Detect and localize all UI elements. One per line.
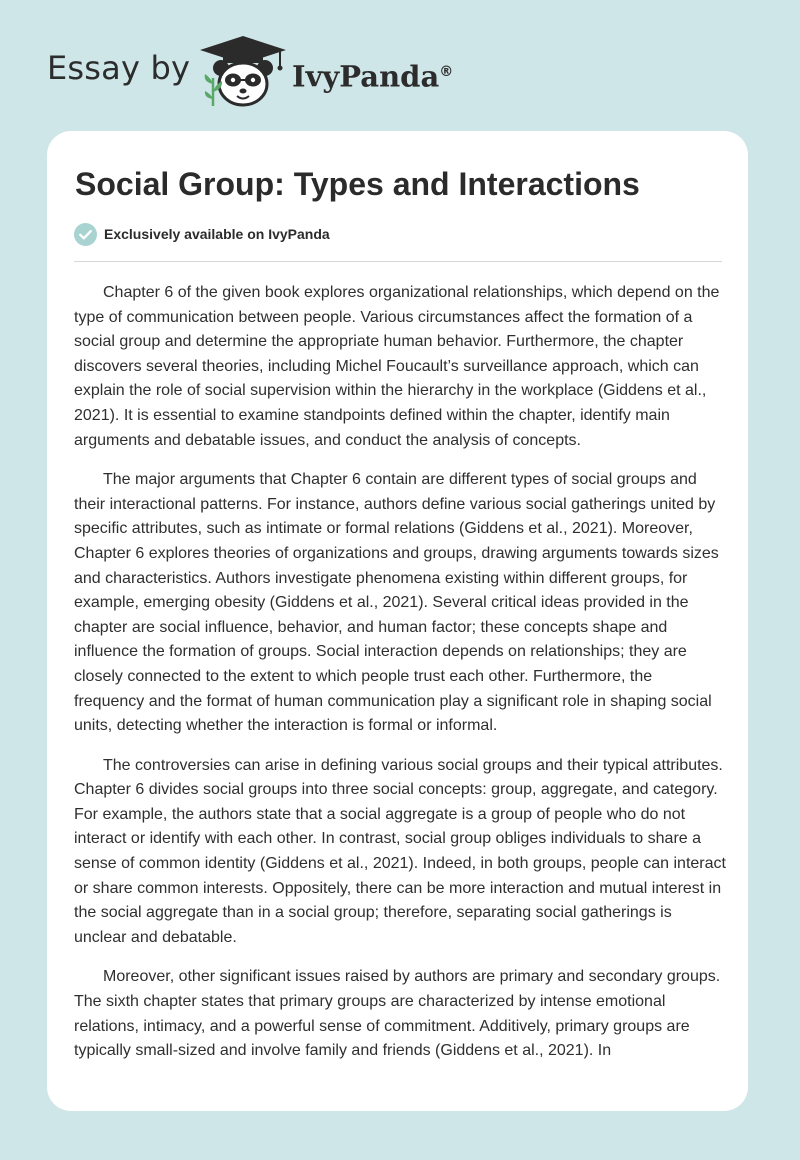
page-title: Social Group: Types and Interactions bbox=[75, 166, 640, 202]
site-header bbox=[0, 0, 800, 120]
brand-name[interactable] bbox=[292, 54, 453, 95]
panda-graduate-icon[interactable] bbox=[196, 34, 290, 110]
paragraph: Chapter 6 of the given book explores organizational relationships, which depend on the type of communication between people. Various circumstances affect the formation of a social group and determine the appropriate human behavior. Furthermore, the chapter discovers several theories, including Michel Foucault’s surveillance approach, which can explain the role of social supervision within the hierarchy in the workplace (Giddens et al., 2021). It is essential to examine standpoints defined within the chapter, identify main arguments and debatable issues, and conduct the analysis of concepts. bbox=[74, 284, 720, 449]
paragraph: Moreover, other significant issues raised by authors are primary and secondary groups. The sixth chapter states that primary groups are characterized by intense emotional relations, intimacy, and a powerful sense of commitment. Additively, primary groups are typically small-sized and involve family and friends (Giddens et al., 2021). In bbox=[74, 968, 721, 1060]
essay-card bbox=[47, 131, 748, 1111]
paragraph: The major arguments that Chapter 6 contain are different types of social groups and their interactional patterns. For instance, authors define various social gatherings united by specific attributes, such as intimate or formal relations (Giddens et al., 2021). Moreover, Chapter 6 explores theories of organizations and groups, drawing arguments towards sizes and characteristics. Authors investigate phenomena existing within different groups, for example, emerging obesity (Giddens et al., 2021). Several critical ideas provided in the chapter are social influence, behavior, and human factor; these concepts shape and influence the formation of groups. Social interaction depends on relationships; they are closely connected to the extent to which people trust each other. Furthermore, the frequency and the format of human communication play a significant role in shaping social units, detecting whether the interaction is formal or informal. bbox=[74, 471, 719, 735]
divider bbox=[74, 261, 722, 262]
brand-text: IvyPanda bbox=[292, 59, 440, 94]
essay-by-label: Essay by bbox=[47, 49, 191, 87]
paragraph: The controversies can arise in defining various social groups and their typical attributes. Chapter 6 divides social groups into three social concepts: group, aggregate, and category. For example, the authors state that a social aggregate is a group of people who do not interact or identify with each other. In contrast, social group obliges individuals to share a sense of common identity (Giddens et al., 2021). Indeed, in both groups, people can interact or share common interests. Oppositely, there can be more interaction and mutual interest in the social aggregate than in a social group; therefore, separating social gatherings is unclear and debatable. bbox=[74, 756, 726, 946]
exclusive-badge bbox=[74, 222, 330, 246]
essay-body bbox=[74, 281, 726, 1079]
registered-mark: ® bbox=[439, 64, 454, 80]
check-circle-icon bbox=[74, 223, 97, 246]
exclusive-badge-text: Exclusively available on IvyPanda bbox=[104, 226, 330, 242]
